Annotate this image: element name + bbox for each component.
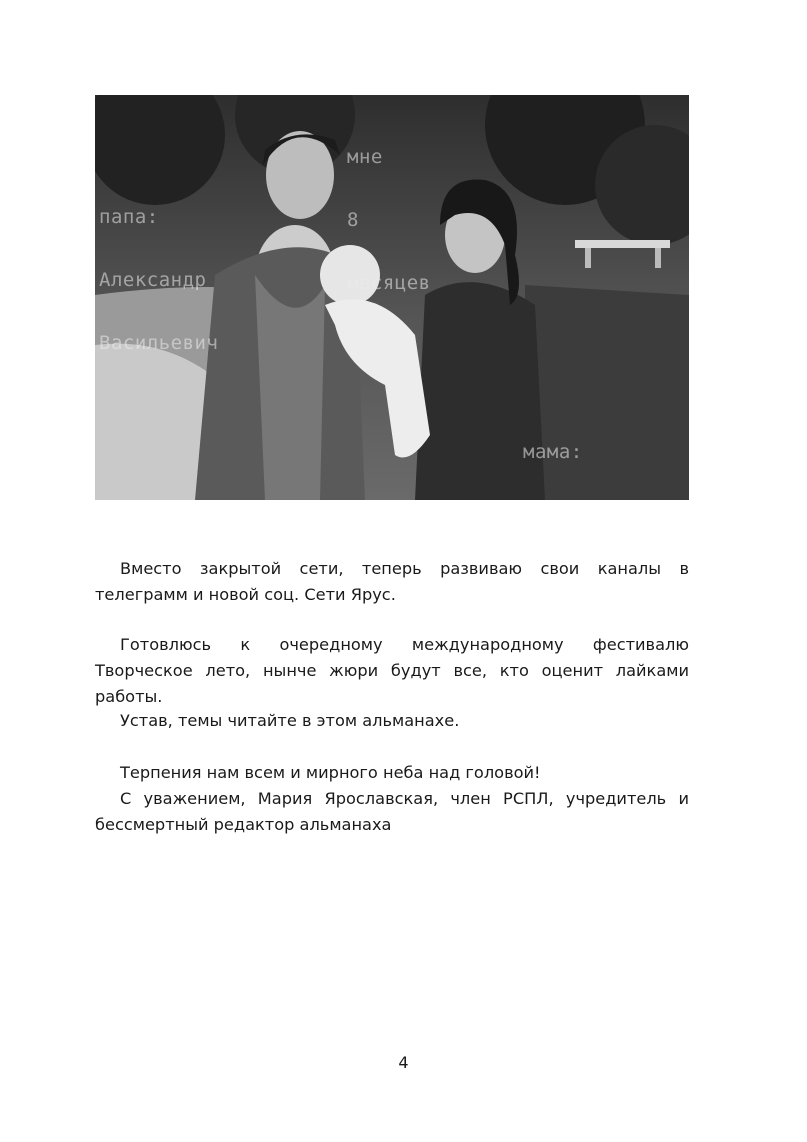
father-caption	[99, 165, 218, 396]
paragraph-festival	[95, 632, 689, 710]
paragraph-charter	[95, 708, 689, 734]
paragraph-channels	[95, 556, 689, 608]
father-caption-line-2: Александр	[99, 269, 207, 291]
baby-caption-line-1: мне	[347, 146, 383, 168]
family-photo	[95, 95, 689, 500]
baby-caption-line-3: месяцев	[347, 272, 431, 294]
paragraph-text: Терпения нам всем и мирного неба над головой!	[120, 763, 541, 782]
paragraph-text: Устав, темы читайте в этом альманахе.	[120, 711, 460, 730]
paragraph-closing	[95, 760, 689, 838]
baby-caption-line-2: 8	[347, 209, 359, 231]
father-caption-line-1: папа:	[99, 206, 159, 228]
paragraph-text: Готовлюсь к очередному международному фестивалю Творческое лето, нынче жюри будут все, кто оценит лайками работы.	[95, 635, 689, 706]
baby-caption	[347, 105, 431, 336]
signature-text: С уважением, Мария Ярославская, член РСПЛ, учредитель и бессмертный редактор альманаха	[95, 789, 689, 834]
mother-caption-line-1: мама:	[523, 441, 583, 463]
father-caption-line-3: Васильевич	[99, 332, 219, 354]
mother-caption	[523, 400, 654, 500]
page-number: 4	[398, 1053, 409, 1072]
paragraph-text: Вместо закрытой сети, теперь развиваю свои каналы в телеграмм и новой соц. Сети Ярус.	[95, 559, 689, 604]
